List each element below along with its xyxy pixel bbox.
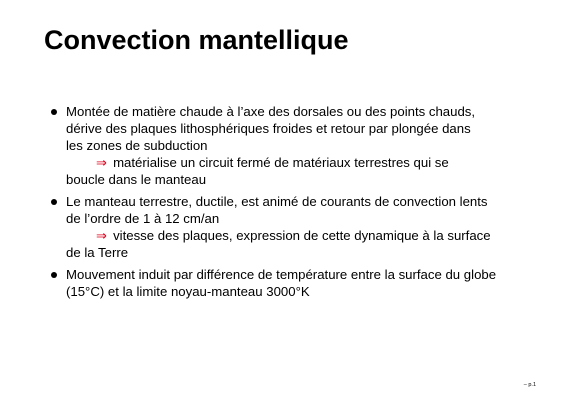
bullet-line: Mouvement induit par différence de température entre la surface du globe: [66, 267, 497, 282]
slide-title: Convection mantellique: [44, 25, 349, 55]
implication-continuation: de la Terre: [66, 245, 129, 260]
bullet-line: Le manteau terrestre, ductile, est animé de courants de convection lents: [66, 194, 488, 209]
bullet-line: dérive des plaques lithosphériques froides et retour par plongée dans: [66, 121, 471, 136]
implication-text: matérialise un circuit fermé de matériaux terrestres qui se: [113, 155, 449, 170]
bullet-item-upwelling: [0, 103, 566, 188]
implication-continuation: boucle dans le manteau: [66, 172, 207, 187]
page-number: – p.1: [523, 382, 536, 388]
bullet-dot-icon: [51, 272, 57, 278]
bullet-line: (15°C) et la limite noyau-manteau 3000°K: [66, 284, 310, 299]
implies-arrow-icon: ⇒: [96, 155, 108, 170]
bullet-item-temperature: [0, 266, 566, 300]
bullet-list: [0, 103, 566, 305]
implication-line: [66, 154, 526, 171]
bullet-dot-icon: [51, 199, 57, 205]
bullet-line: Montée de matière chaude à l’axe des dorsales ou des points chauds,: [66, 104, 476, 119]
implies-arrow-icon: ⇒: [96, 228, 108, 243]
bullet-line: de l’ordre de 1 à 12 cm/an: [66, 211, 220, 226]
implication-text: vitesse des plaques, expression de cette dynamique à la surface: [113, 228, 491, 243]
bullet-dot-icon: [51, 109, 57, 115]
bullet-line: les zones de subduction: [66, 138, 208, 153]
implication-line: [66, 227, 526, 244]
bullet-item-ductile-mantle: [0, 193, 566, 261]
